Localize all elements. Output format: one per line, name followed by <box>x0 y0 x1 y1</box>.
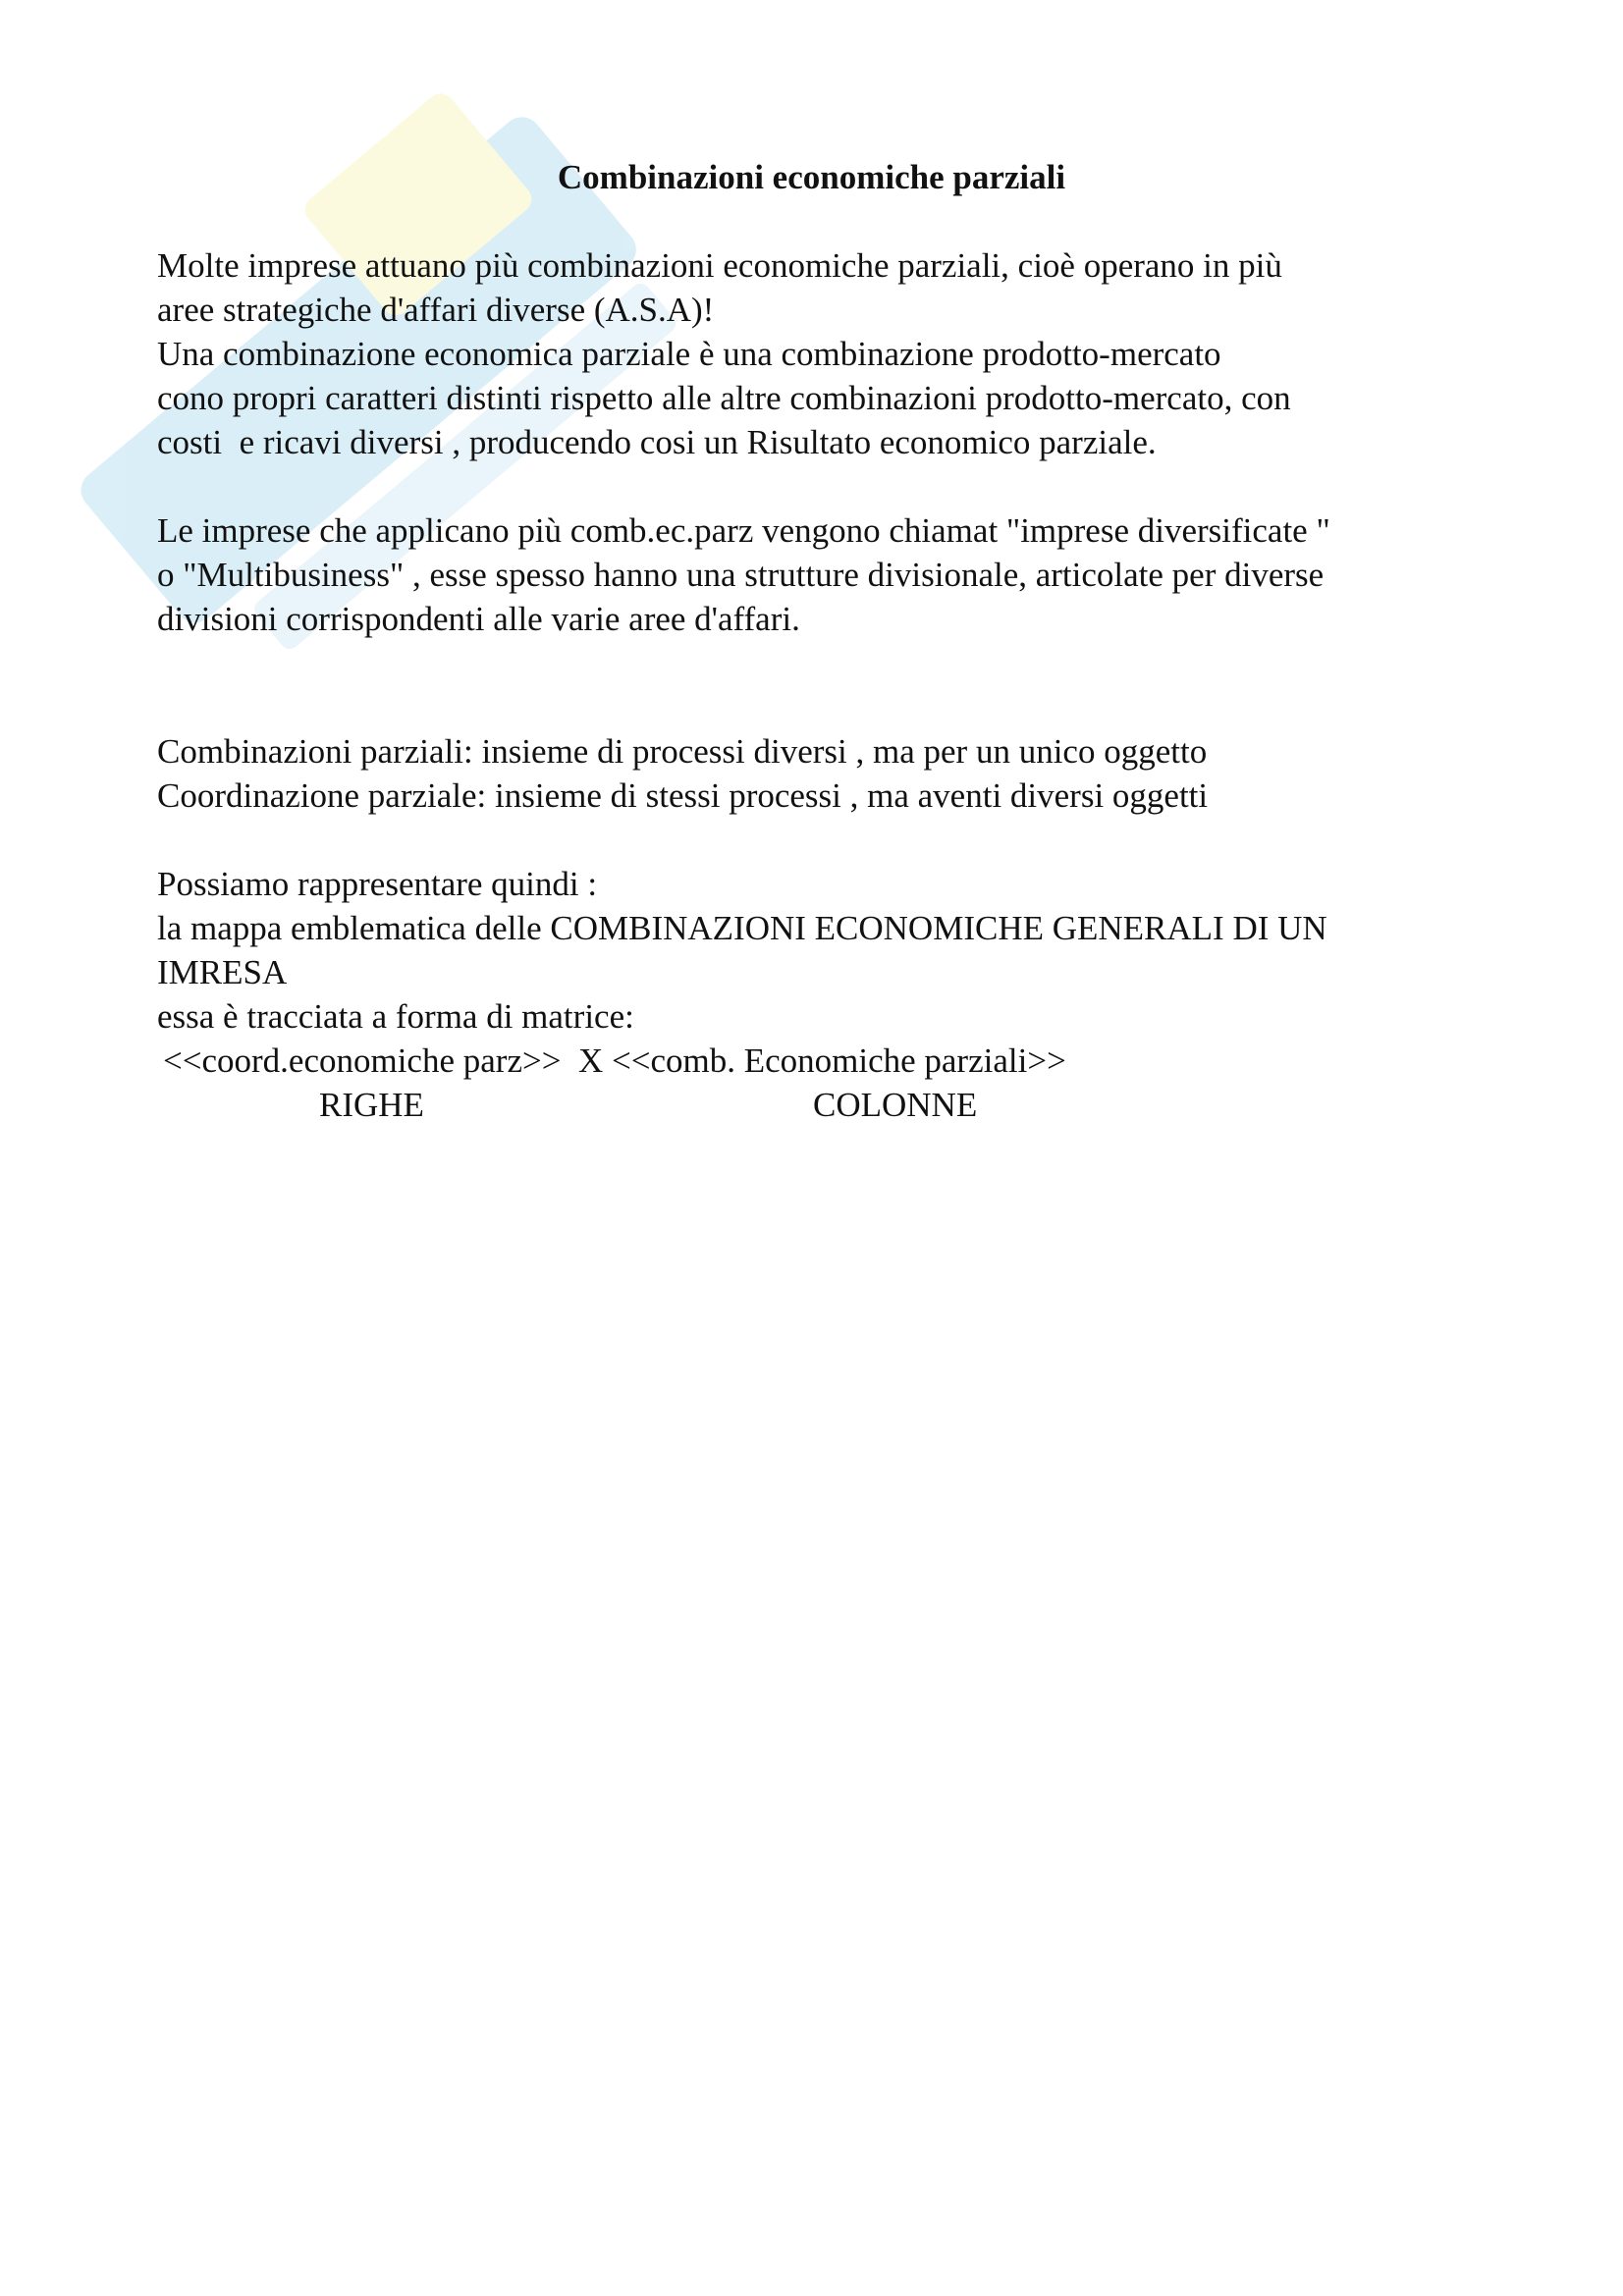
body-line: costi e ricavi diversi , producendo cosi un Risultato economico parziale. <box>157 423 1157 461</box>
body-line: essa è tracciata a forma di matrice: <box>157 997 634 1036</box>
body-line: Molte imprese attuano più combinazioni economiche parziali, cioè operano in più <box>157 246 1282 285</box>
document-title: Combinazioni economiche parziali <box>557 158 1066 196</box>
definition-line: Coordinazione parziale: insieme di stessi processi , ma aventi diversi oggetti <box>157 776 1209 815</box>
body-line: cono propri caratteri distinti rispetto alle altre combinazioni prodotto-mercato, con <box>157 379 1291 417</box>
matrix-columns-label: COLONNE <box>813 1086 978 1124</box>
body-line: aree strategiche d'affari diverse (A.S.A)! <box>157 291 715 329</box>
body-line: Una combinazione economica parziale è una combinazione prodotto-mercato <box>157 335 1221 373</box>
body-line: la mappa emblematica delle COMBINAZIONI ECONOMICHE GENERALI DI UN <box>157 909 1327 947</box>
matrix-rows-label: RIGHE <box>319 1086 424 1124</box>
body-line: Possiamo rappresentare quindi : <box>157 865 598 903</box>
body-line: Le imprese che applicano più comb.ec.parz vengono chiamat "imprese diversificate " <box>157 511 1330 550</box>
body-line: o "Multibusiness" , esse spesso hanno una strutture divisionale, articolate per diverse <box>157 556 1325 594</box>
matrix-formula: <<coord.economiche parz>> X <<comb. Economiche parziali>> <box>163 1041 1066 1080</box>
body-line: divisioni corrispondenti alle varie aree d'affari. <box>157 600 800 638</box>
body-line: IMRESA <box>157 953 288 991</box>
definition-line: Combinazioni parziali: insieme di processi diversi , ma per un unico oggetto <box>157 732 1208 771</box>
